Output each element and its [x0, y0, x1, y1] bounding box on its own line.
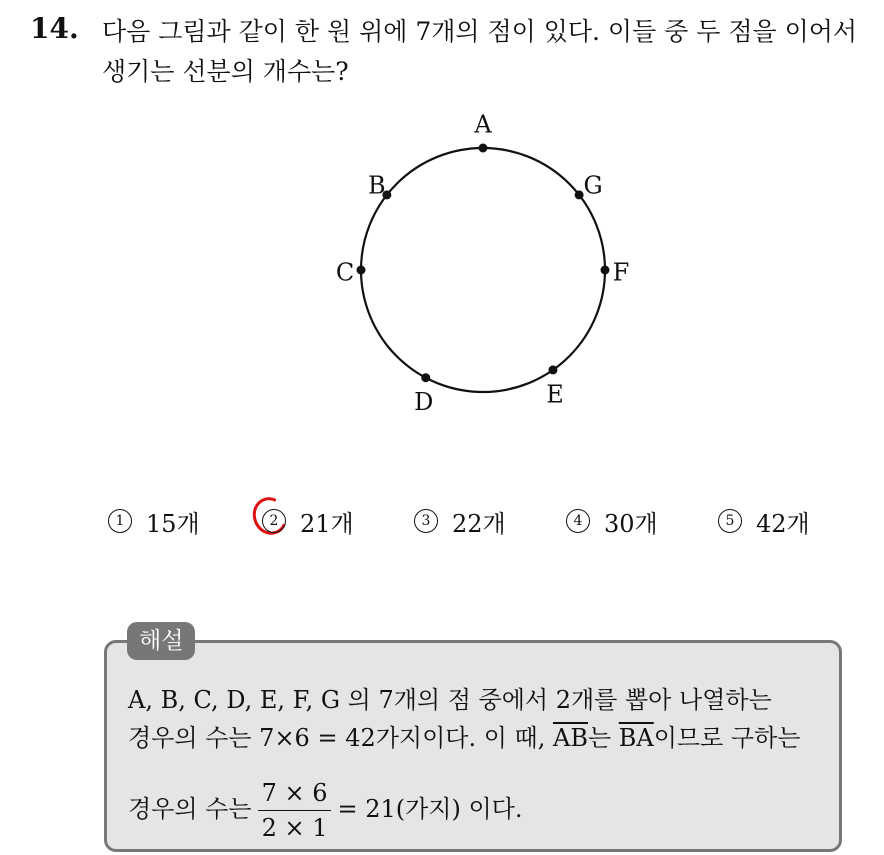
choice-text: 21개 [300, 510, 354, 538]
circle [361, 148, 605, 392]
solution-line1: A, B, C, D, E, F, G 의 7개의 점 중에서 2개를 뽑아 나열하는 [128, 686, 772, 714]
point-label-f: F [612, 258, 630, 287]
point-d [421, 373, 430, 382]
solution-line2-text-b: 는 [587, 724, 619, 752]
solution-line2-text-a: 경우의 수는 7×6 = 42가지이다. 이 때, [128, 724, 553, 752]
solution-line3 [128, 775, 523, 842]
segment-ba: $\overline{BA}$ [618, 724, 654, 752]
point-e [548, 365, 557, 374]
question-text-line1: 다음 그림과 같이 한 원 위에 7개의 점이 있다. 이들 중 두 점을 이어서 [102, 17, 858, 46]
point-label-b: B [368, 171, 386, 200]
point-label-c: C [335, 258, 355, 287]
choice-4[interactable] [566, 504, 658, 539]
solution-line2-text-c: 이므로 구하는 [653, 724, 801, 752]
circle-figure [320, 110, 630, 430]
choice-text: 15개 [146, 510, 200, 538]
choice-5[interactable] [718, 504, 810, 539]
solution-line2 [128, 718, 800, 753]
solution-line3-text-b: = 21(가지) 이다. [337, 795, 523, 823]
points-layer [336, 111, 630, 417]
point-c [357, 266, 366, 275]
point-label-a: A [474, 110, 492, 139]
point-a [479, 144, 488, 153]
choice-number: 1 [108, 509, 132, 533]
choice-number: 4 [566, 509, 590, 533]
choice-text: 30개 [604, 510, 658, 538]
segment-ab: $\overline{AB}$ [552, 724, 588, 752]
choice-number: 2 [262, 509, 286, 533]
choice-text: 42개 [756, 510, 810, 538]
solution-tag: 해설 [127, 622, 195, 660]
point-label-d: D [414, 388, 434, 417]
point-label-e: E [546, 380, 564, 409]
fraction [258, 779, 332, 842]
choice-2[interactable] [262, 504, 354, 539]
question-text-line2: 생기는 선분의 개수는? [102, 57, 349, 86]
point-g [575, 190, 584, 199]
choice-text: 22개 [452, 510, 506, 538]
fraction-numerator: 7 × 6 [258, 779, 332, 811]
question-number: 14. [30, 12, 79, 45]
choice-number: 3 [414, 509, 438, 533]
choice-1[interactable] [108, 504, 200, 539]
fraction-denominator: 2 × 1 [261, 814, 328, 842]
point-label-g: G [583, 171, 603, 200]
point-f [601, 266, 610, 275]
solution-line3-text-a: 경우의 수는 [128, 795, 252, 823]
choice-number: 5 [718, 509, 742, 533]
choice-3[interactable] [414, 504, 506, 539]
